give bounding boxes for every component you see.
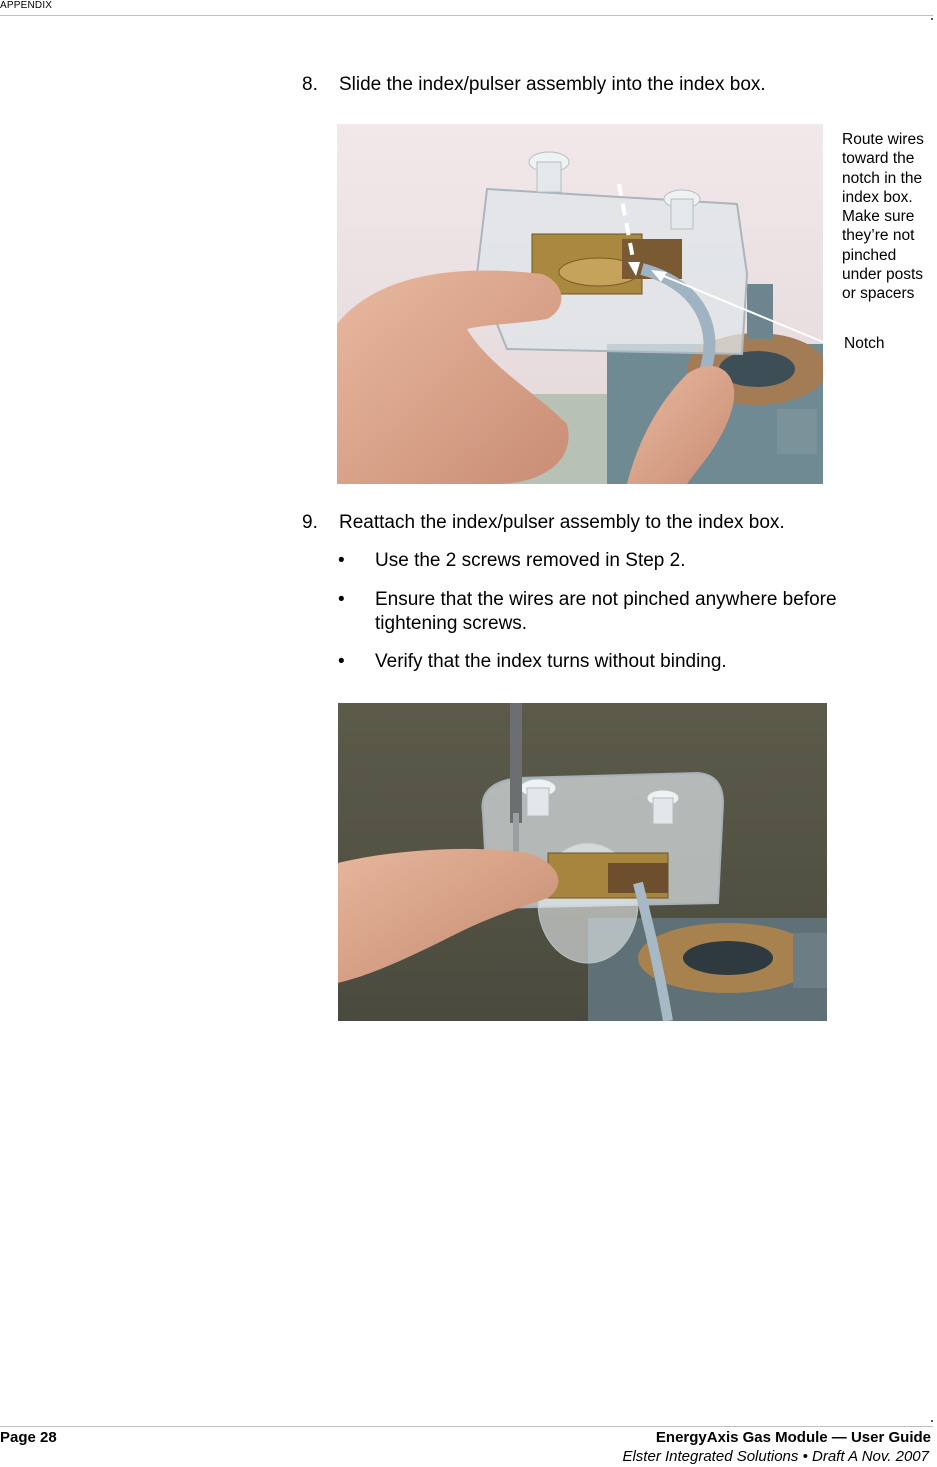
step-number: 9. [302, 512, 318, 533]
guide-title: EnergyAxis Gas Module — User Guide [655, 1429, 931, 1446]
publisher-line: Elster Integrated Solutions • Draft A Nov. 2007 [622, 1448, 929, 1465]
bullet-text: Ensure that the wires are not pinched anywhere before tightening screws. [375, 589, 837, 634]
bullet-symbol: • [338, 651, 345, 672]
footer-rule [0, 1426, 933, 1427]
header-rule [0, 15, 933, 16]
page-number: Page 28 [0, 1429, 57, 1446]
notch-label: Notch [844, 335, 885, 352]
bullet-text: Use the 2 screws removed in Step 2. [375, 550, 686, 571]
running-header: APPENDIX [0, 0, 53, 11]
photo-slide-assembly [337, 124, 823, 484]
bullet-text: Verify that the index turns without binding. [375, 651, 727, 672]
bullet-symbol: • [338, 589, 345, 610]
photo-reattach-assembly [338, 703, 827, 1021]
wire-routing-note: Route wires toward the notch in the index box. Make sure they’re not pinched under posts or spacers [842, 131, 924, 303]
step-text: Slide the index/pulser assembly into the index box. [339, 74, 766, 95]
step-number: 8. [302, 74, 318, 95]
step-text: Reattach the index/pulser assembly to the index box. [339, 512, 785, 533]
header-marker [931, 18, 933, 20]
bullet-symbol: • [338, 550, 345, 571]
footer-marker [931, 1420, 933, 1422]
